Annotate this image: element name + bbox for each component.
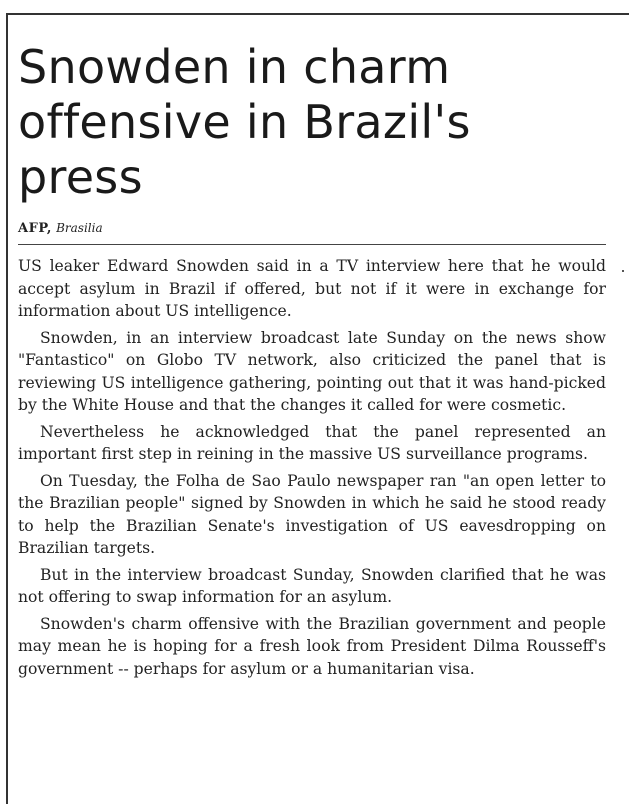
article-paragraph-2: Snowden, in an interview broadcast late Sunday on the news show "Fantastico" on Globo TV network, also criticized the panel that is reviewing US intelligence gathering, pointing out that it was hand-picked by the White House and that the changes it called for were cosmetic. [18, 328, 606, 414]
left-column-rule [6, 13, 8, 804]
article-paragraph-3: Nevertheless he acknowledged that the panel represented an important first step in reining in the massive US surveillance programs. [18, 422, 606, 463]
article-paragraph-1: US leaker Edward Snowden said in a TV interview here that he would accept asylum in Brazil if offered, but not if it were in exchange for information about US intelligence. [18, 257, 606, 320]
top-border-rule [6, 13, 629, 15]
byline-dateline: Brasilia [56, 221, 103, 235]
article-paragraph-5: But in the interview broadcast Sunday, Snowden clarified that he was not offering to swap information for an asylum. [18, 565, 606, 606]
article-body [18, 255, 606, 680]
article-paragraph-6: Snowden's charm offensive with the Brazilian government and people may mean he is hoping for a fresh look from President Dilma Rousseff's government -- perhaps for asylum or a humanitarian visa. [18, 614, 606, 678]
article-paragraph-4: On Tuesday, the Folha de Sao Paulo newspaper ran "an open letter to the Brazilian people" signed by Snowden in which he said he stood ready to help the Brazilian Senate's investigation of US eavesdropping on Brazilian targets. [18, 471, 606, 557]
byline [18, 219, 606, 245]
article-headline: Snowden in charm offensive in Brazil's press [18, 40, 471, 204]
news-article [18, 40, 610, 684]
print-speck [622, 270, 624, 272]
byline-agency: AFP, [18, 221, 52, 236]
